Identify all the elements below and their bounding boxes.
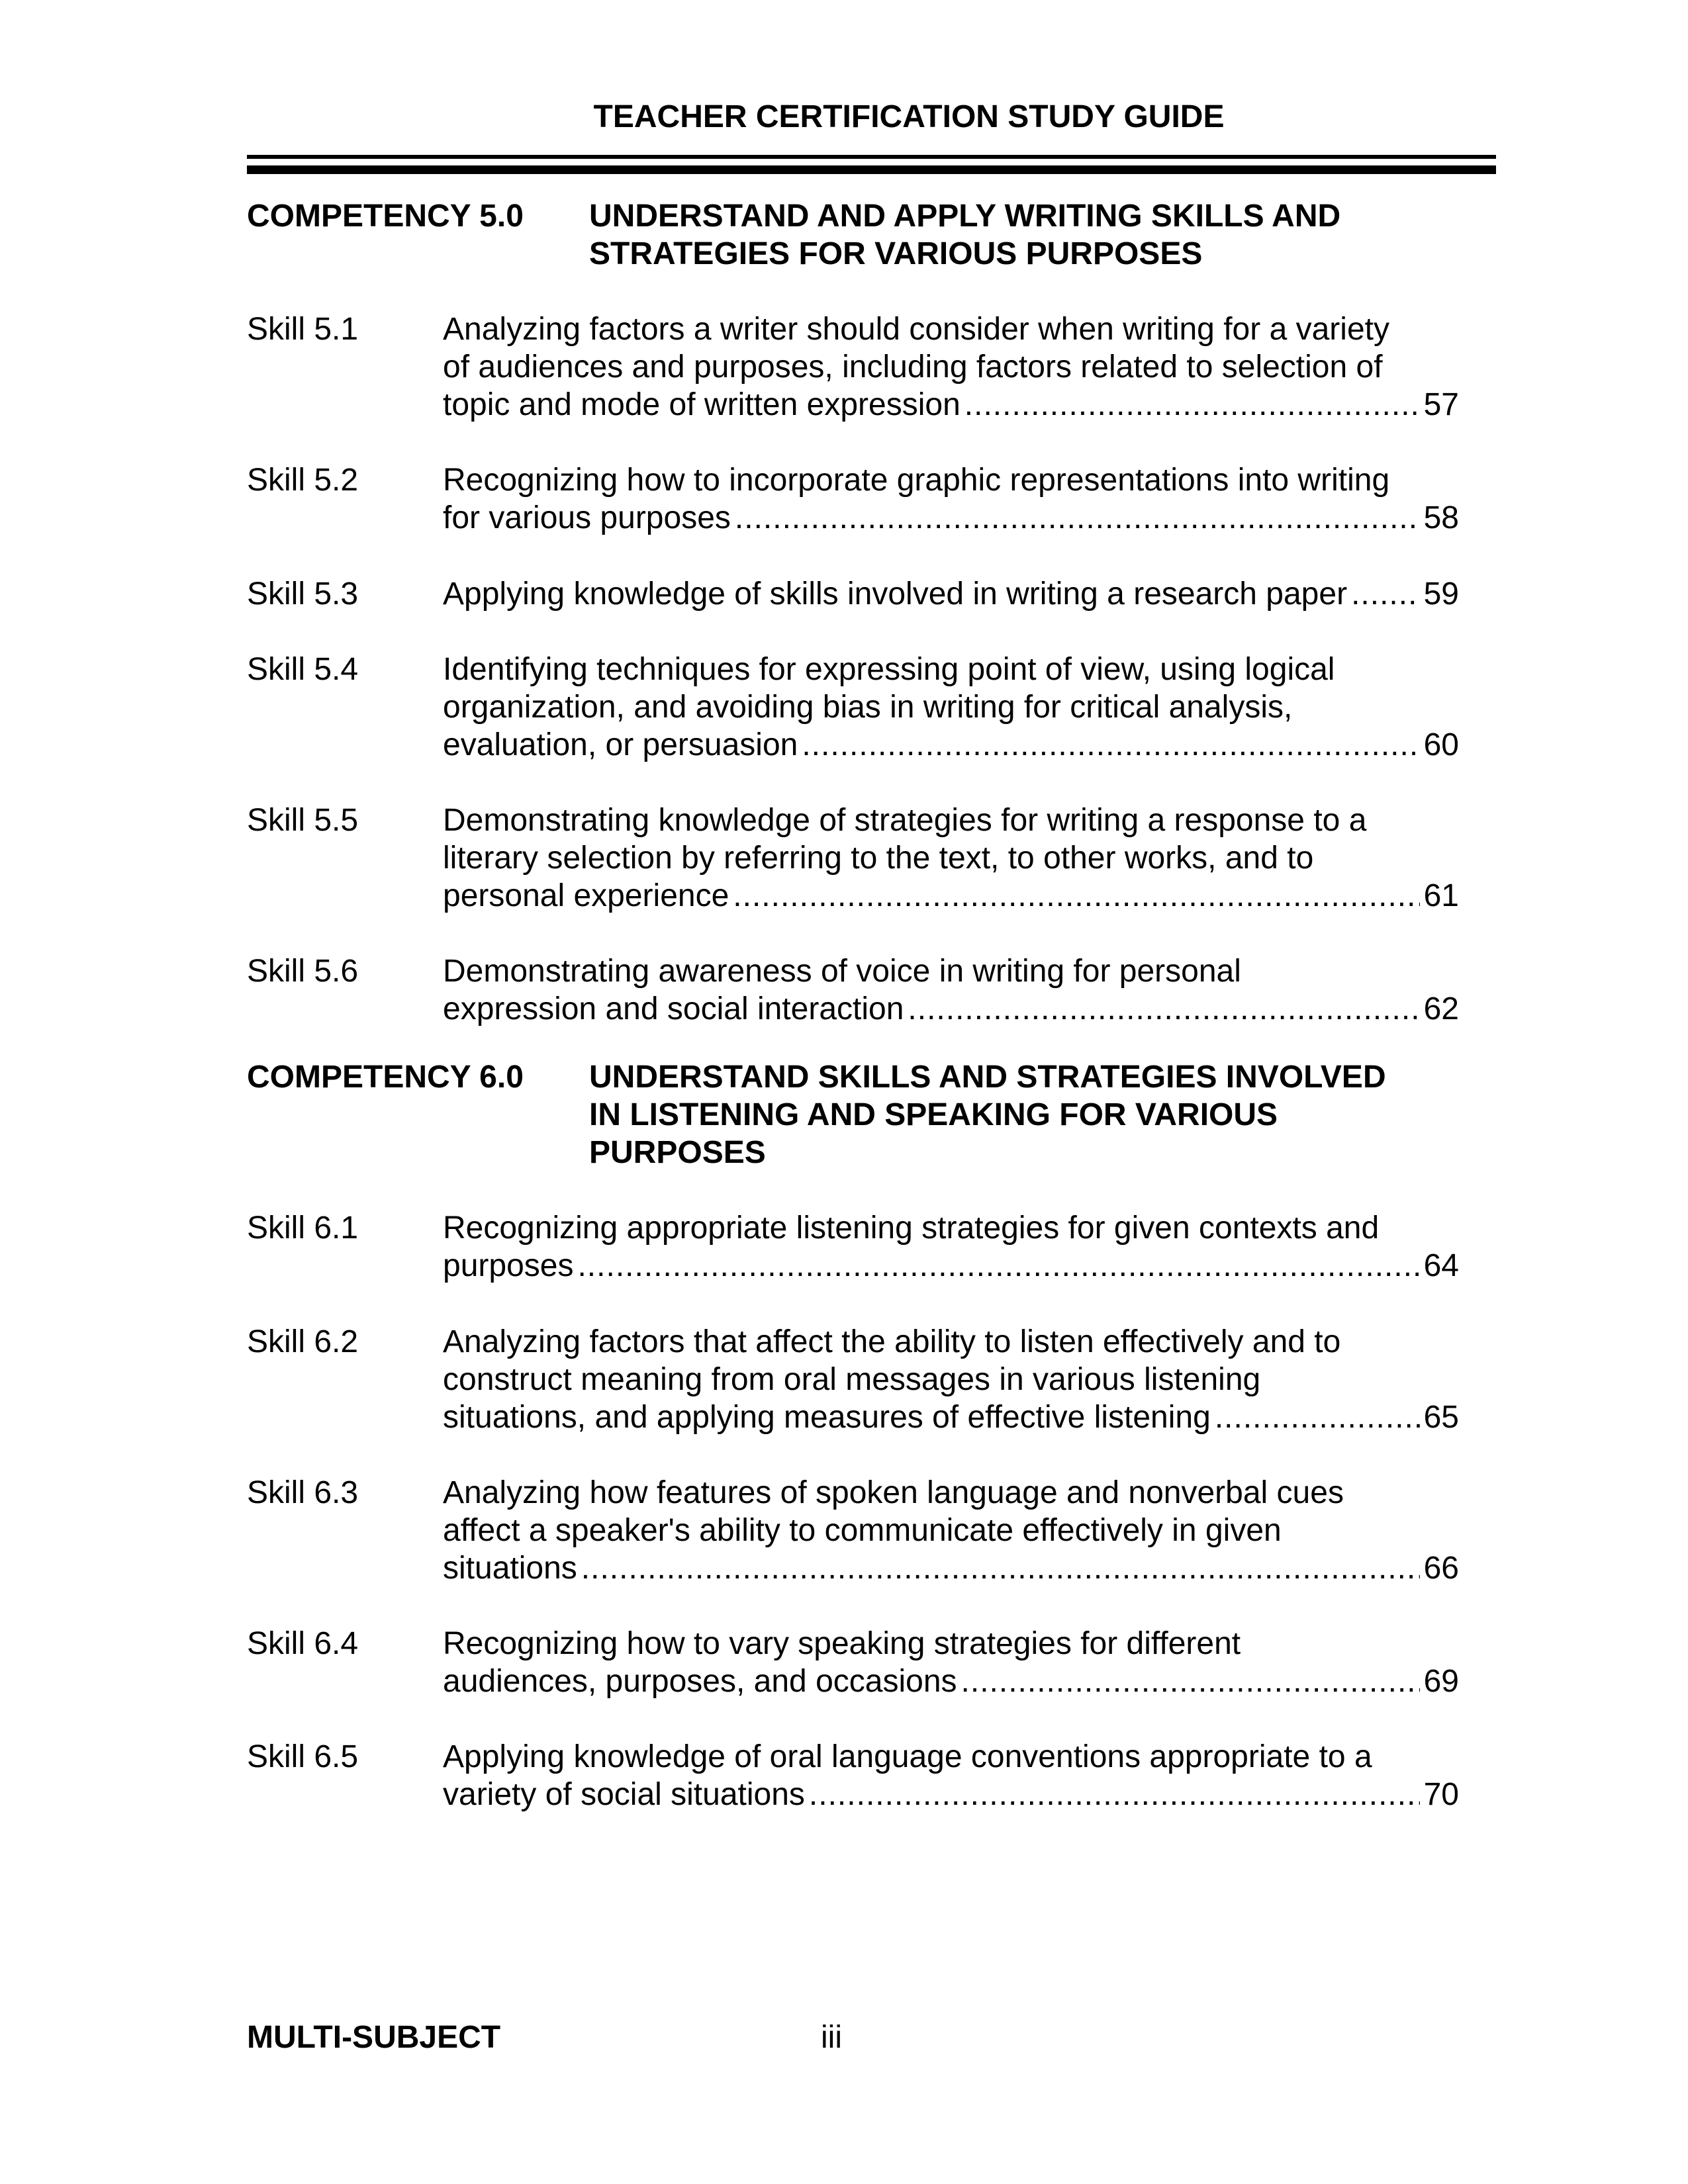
dot-leader (733, 877, 1419, 915)
skill-description: Recognizing appropriate listening strategies for given contexts and purposes ..... 64 (443, 1209, 1459, 1285)
footer-page-number: iii (821, 2020, 842, 2055)
dot-leader (809, 1776, 1420, 1813)
skill-description: Recognizing how to vary speaking strategies for different audiences, purposes, and occasions ..... 69 (443, 1625, 1459, 1700)
competency-title: UNDERSTAND SKILLS AND STRATEGIES INVOLVED IN LISTENING AND SPEAKING FOR VARIOUS PURPOSES (589, 1060, 1386, 1170)
page-number: 58 (1423, 500, 1459, 535)
dot-leader (908, 990, 1419, 1028)
dot-leader (1351, 575, 1420, 613)
skill-description: Analyzing factors a writer should consider when writing for a variety of audiences and purposes, including factors related to selection of topic and mode of written expression ..... 57 (443, 310, 1459, 424)
skill-description: Applying knowledge of skills involved in writing a research paper ..... 59 (443, 575, 1459, 613)
page-number: 62 (1423, 991, 1459, 1026)
header-rule-thin (247, 155, 1496, 159)
header-rule-thick (247, 165, 1496, 174)
dot-leader (577, 1247, 1419, 1285)
skill-label: Skill 6.5 (247, 1739, 359, 1774)
page-number: 70 (1423, 1777, 1459, 1812)
page-number: 69 (1423, 1664, 1459, 1699)
dot-leader (961, 1662, 1420, 1700)
page-number: 64 (1423, 1248, 1459, 1283)
skill-description: Analyzing how features of spoken language and nonverbal cues affect a speaker's ability to communicate effectively in given situations ..... 66 (443, 1474, 1459, 1587)
skill-description: Demonstrating awareness of voice in writing for personal expression and social interaction ..... 62 (443, 952, 1459, 1028)
page-number: 57 (1423, 387, 1459, 422)
dot-leader (735, 499, 1420, 537)
skill-label: Skill 5.1 (247, 312, 359, 347)
skill-label: Skill 6.2 (247, 1324, 359, 1359)
skill-description: Demonstrating knowledge of strategies for writing a response to a literary selection by referring to the text, to other works, and to personal experience ..... 61 (443, 801, 1459, 915)
page-number: 65 (1423, 1400, 1459, 1435)
skill-description: Analyzing factors that affect the ability to listen effectively and to construct meaning from oral messages in various listening situations, and applying measures of effective listening ..... 65 (443, 1323, 1459, 1436)
dot-leader (1215, 1398, 1420, 1436)
dot-leader (581, 1549, 1420, 1587)
skill-label: Skill 6.3 (247, 1475, 359, 1510)
competency-label: COMPETENCY 5.0 (247, 199, 524, 234)
competency-label: COMPETENCY 6.0 (247, 1060, 524, 1095)
dot-leader (964, 386, 1420, 424)
page-number: 59 (1423, 576, 1459, 612)
skill-description: Recognizing how to incorporate graphic representations into writing for various purposes ..... 58 (443, 461, 1459, 537)
page-number: 61 (1423, 878, 1459, 913)
page-number: 60 (1423, 727, 1459, 762)
skill-description: Applying knowledge of oral language conventions appropriate to a variety of social situations ..... 70 (443, 1738, 1459, 1813)
skill-label: Skill 6.1 (247, 1210, 359, 1246)
skill-label: Skill 5.5 (247, 803, 359, 838)
dot-leader (802, 726, 1419, 764)
page-header-title: TEACHER CERTIFICATION STUDY GUIDE (593, 99, 1225, 134)
competency-title: UNDERSTAND AND APPLY WRITING SKILLS AND STRATEGIES FOR VARIOUS PURPOSES (589, 199, 1341, 271)
skill-label: Skill 5.2 (247, 463, 359, 498)
page-number: 66 (1423, 1551, 1459, 1586)
skill-label: Skill 5.3 (247, 576, 359, 612)
footer-subject: MULTI-SUBJECT (247, 2020, 501, 2055)
skill-label: Skill 6.4 (247, 1626, 359, 1661)
skill-label: Skill 5.4 (247, 652, 359, 687)
skill-description: Identifying techniques for expressing point of view, using logical organization, and avoiding bias in writing for critical analysis, evaluation, or persuasion ..... 60 (443, 651, 1459, 764)
skill-label: Skill 5.6 (247, 954, 359, 989)
